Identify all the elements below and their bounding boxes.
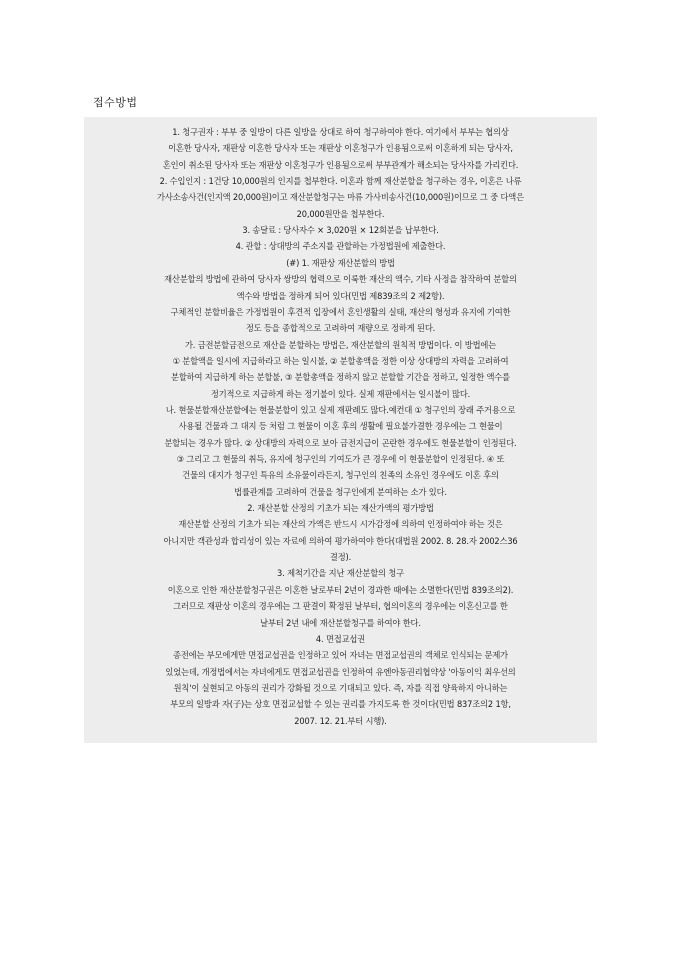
text-line: 액수와 방법을 정하게 되어 있다(민법 제839조의 2 제2항). (236, 290, 445, 301)
text-line: 분할되는 경우가 많다. ② 상대방의 자력으로 보아 금전지급이 곤란한 경우에도 현물분할이 인정된다. (164, 437, 517, 448)
text-line: (#) 1. 재판상 재산분할의 방법 (286, 257, 395, 268)
text-line: 건물의 대지가 청구인 특유의 소유물이라든지, 청구인의 친족의 소유인 경우에도 이혼 후의 (182, 470, 499, 481)
text-line: 4. 관할 : 상대방의 주소지를 관할하는 가정법원에 제출한다. (235, 241, 446, 252)
text-line: 사용될 건물과 그 대지 등 처럼 그 현물이 이혼 후의 생활에 필요불가결한 경우에는 그 현물이 (178, 421, 503, 432)
text-line: 2. 재산분할 산정의 기초가 되는 재산가액의 평가방법 (247, 503, 434, 514)
text-line: 분할하여 지급하게 하는 분할불, ③ 분할총액을 정하지 않고 분할할 기간을 정하고, 일정한 액수를 (171, 372, 510, 383)
text-line: 2. 수입인지 : 1건당 10,000원의 인지를 첩부한다. 이혼과 함께 재산분할을 청구하는 경우, 이혼은 나류 (159, 176, 522, 187)
text-line: 구체적인 분할비율은 가정법원이 후견적 입장에서 혼인생활의 실태, 재산의 형성과 유지에 기여한 (170, 306, 511, 317)
text-line: 재산분할의 방법에 관하여 당사자 쌍방의 협력으로 이룩한 재산의 액수, 기타 사정을 참작하여 분할의 (164, 274, 517, 285)
text-line: ③ 그리고 그 현물의 취득, 유지에 청구인의 기여도가 큰 경우에 이 현물분할이 인정된다. ④ 또 (176, 454, 505, 464)
text-line: 재산분할 산정의 기초가 되는 재산의 가액은 반드시 시가감정에 의하여 인정하여야 하는 것은 (178, 519, 503, 530)
text-line: 아니지만 객관성과 합리성이 있는 자료에 의하여 평가하여야 한다(대법원 2002. 8. 28.자 2002스36 (163, 535, 518, 546)
text-line: 정도 등을 종합적으로 고려하여 재량으로 정하게 된다. (245, 323, 436, 334)
text-line: ① 분할액을 일시에 지급하라고 하는 일시불, ② 분할총액을 정한 이상 상대방의 자력을 고려하여 (172, 355, 509, 366)
text-line: 이혼으로 인한 재산분할청구권은 이혼한 날로부터 2년이 경과한 때에는 소멸한다(민법 839조의2). (167, 584, 514, 595)
content-box (84, 117, 597, 743)
text-line: 정기적으로 지급하게 하는 정기불이 있다. 실제 재판에서는 일시불이 많다. (210, 388, 471, 399)
text-line: 그러므로 재판상 이혼의 경우에는 그 판결이 확정된 날부터, 협의이혼의 경우에는 이혼신고를 한 (173, 601, 508, 612)
text-line: 있었는데, 개정법에서는 자녀에게도 면접교섭권을 인정하여 유엔아동권리협약상 '아동이익 최우선의 (165, 666, 516, 677)
text-line: 3. 송달료 : 당사자수 × 3,020원 × 12회분을 납부한다. (242, 225, 439, 236)
text-line: 혼인이 취소된 당사자 또는 재판상 이혼청구가 인용됨으로써 부부관계가 해소되는 당사자를 가리킨다. (162, 159, 519, 170)
text-line: 2007. 12. 21.부터 시행). (294, 715, 387, 726)
text-line: 부모의 일방과 자(子)는 상호 면접교섭할 수 있는 권리를 가지도록 한 것이다(민법 837조의2 1항, (170, 699, 511, 710)
text-line: 3. 제척기간을 지난 재산분할의 청구 (277, 568, 404, 579)
text-line: 이혼한 당사자, 재판상 이혼한 당사자 또는 재판상 이혼청구가 인용됨으로써 이혼하게 되는 당사자, (168, 143, 513, 154)
text-line: 날부터 2년 내에 재산분할청구를 하여야 한다. (260, 617, 421, 628)
text-line: 가사소송사건(인지액 20,000원)이고 재산분할청구는 마류 가사비송사건(10,000원)이므로 그 중 다액은 (157, 192, 524, 203)
text-line: 가. 금전분할금전으로 재산을 분할하는 방법은, 재산분할의 원칙적 방법이다. 이 방법에는 (184, 339, 497, 350)
text-line: 1. 청구권자 : 부부 중 일방이 다른 일방을 상대로 하여 청구하여야 한다. 여기에서 부부는 협의상 (172, 127, 509, 137)
text-line: 원칙'이 실현되고 아동의 권리가 강화될 것으로 기대되고 있다. 즉, 자를 직접 양육하지 아니하는 (173, 682, 508, 693)
text-line: 법률관계를 고려하여 건물을 청구인에게 분여하는 소가 있다. (234, 486, 447, 497)
text-line: 결정). (329, 552, 352, 563)
text-line: 종전에는 부모에게만 면접교섭권을 인정하고 있어 자녀는 면접교섭권의 객체로 인식되는 문제가 (173, 650, 508, 661)
text-line: 20,000원만을 첩부한다. (296, 208, 385, 219)
text-line: 나. 현물분할재산분할에는 현물분할이 있고 실제 재판례도 많다.예컨대 ① 청구인의 장래 주거용으로 (165, 404, 516, 415)
page-heading: 접수방법 (93, 96, 138, 109)
text-line: 4. 면접교섭권 (315, 633, 366, 644)
